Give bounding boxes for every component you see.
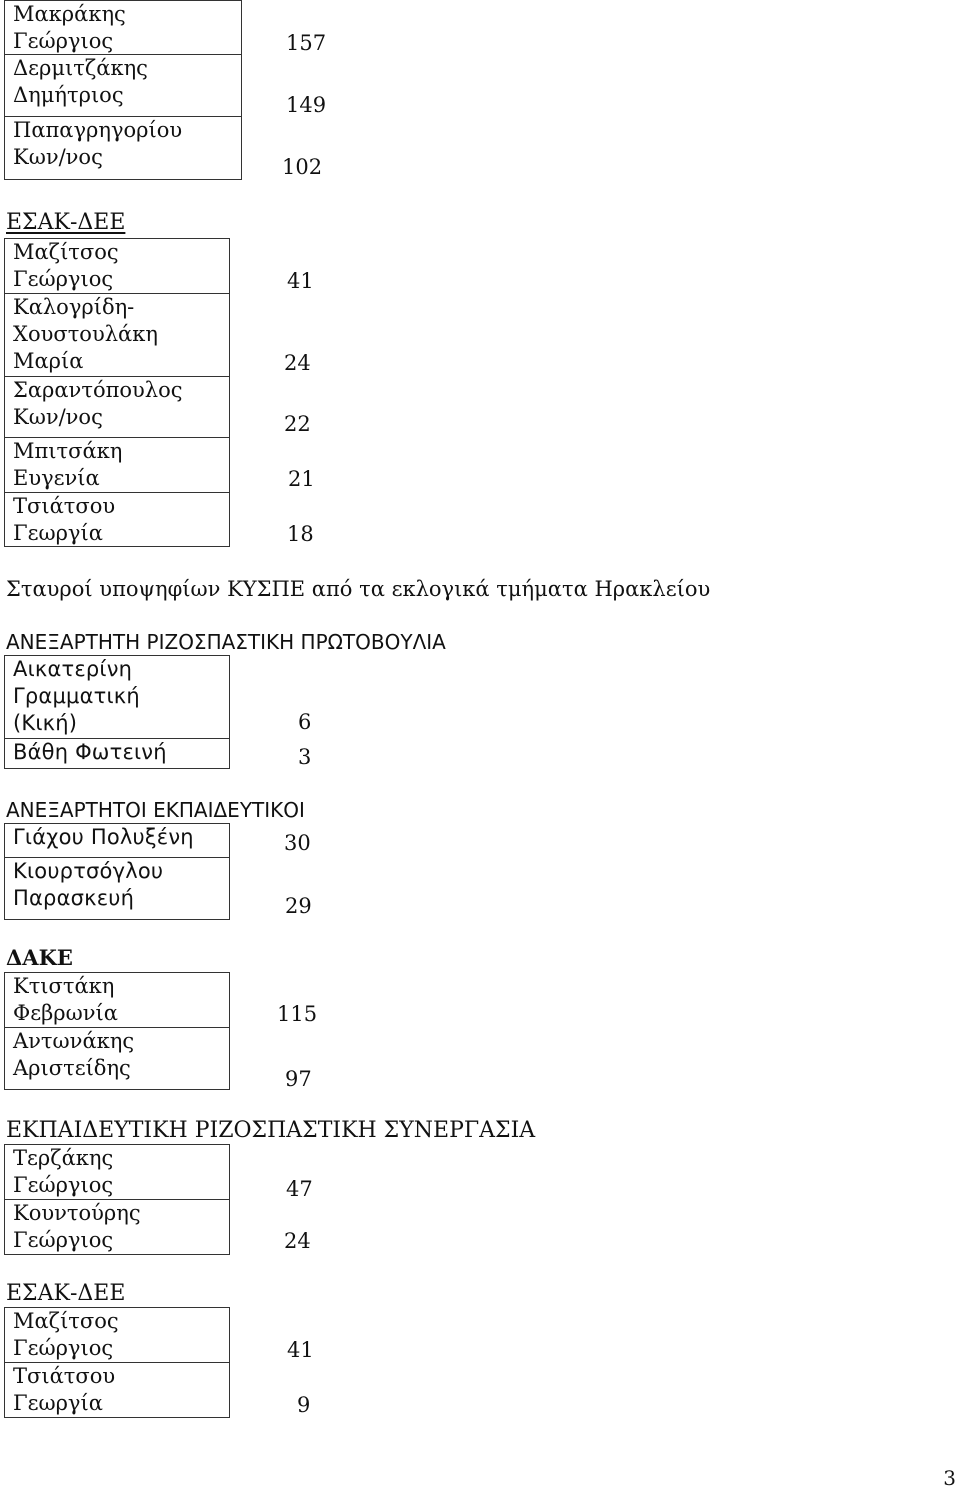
vote-count: 149 <box>286 93 327 117</box>
vote-count: 24 <box>284 1229 311 1253</box>
section-title: ΔΑΚΕ <box>6 945 73 970</box>
candidate-name-cell: Μακράκης Γεώργιος <box>4 0 242 55</box>
candidate-name-cell: Καλογρίδη- Χουστουλάκη Μαρία <box>4 293 230 377</box>
page-number: 3 <box>943 1466 956 1490</box>
candidate-name-cell: Κιουρτσόγλου Παρασκευή <box>4 857 230 920</box>
vote-count: 18 <box>287 522 314 546</box>
candidate-name-cell: Τερζάκης Γεώργιος <box>4 1144 230 1200</box>
vote-count: 21 <box>288 467 315 491</box>
vote-count: 157 <box>286 31 327 55</box>
vote-count: 3 <box>298 745 312 769</box>
section-title: ΕΣΑΚ-ΔΕΕ <box>6 210 126 235</box>
vote-count: 30 <box>284 831 311 855</box>
section-caption: Σταυροί υποψηφίων ΚΥΣΠΕ από τα εκλογικά τμήματα Ηρακλείου <box>6 577 711 601</box>
section-title: ΑΝΕΞΑΡΤΗΤΟΙ ΕΚΠΑΙΔΕΥΤΙΚΟΙ <box>6 798 305 822</box>
vote-count: 24 <box>284 351 311 375</box>
vote-count: 47 <box>286 1177 313 1201</box>
candidate-name-cell: Μαζίτσος Γεώργιος <box>4 238 230 294</box>
vote-count: 115 <box>277 1002 318 1026</box>
candidate-name-cell: Δερμιτζάκης Δημήτριος <box>4 54 242 117</box>
vote-count: 6 <box>298 710 312 734</box>
vote-count: 9 <box>297 1393 311 1417</box>
section-title: ΑΝΕΞΑΡΤΗΤΗ ΡΙΖΟΣΠΑΣΤΙΚΗ ΠΡΩΤΟΒΟΥΛΙΑ <box>6 630 446 654</box>
vote-count: 41 <box>287 269 314 293</box>
candidate-name-cell: Παπαγρηγορίου Κων/νος <box>4 116 242 180</box>
candidate-name-cell: Αντωνάκης Αριστείδης <box>4 1027 230 1090</box>
candidate-name-cell: Μπιτσάκη Ευγενία <box>4 437 230 493</box>
candidate-name-cell: Αικατερίνη Γραμματική (Κική) <box>4 655 230 739</box>
candidate-name-cell: Κτιστάκη Φεβρωνία <box>4 972 230 1028</box>
candidate-name-cell: Μαζίτσος Γεώργιος <box>4 1307 230 1363</box>
vote-count: 22 <box>284 412 311 436</box>
vote-count: 97 <box>285 1067 312 1091</box>
candidate-name-cell: Βάθη Φωτεινή <box>4 738 230 769</box>
candidate-name-cell: Τσιάτσου Γεωργία <box>4 1362 230 1418</box>
vote-count: 102 <box>282 155 323 179</box>
candidate-name-cell: Κουντούρης Γεώργιος <box>4 1199 230 1255</box>
candidate-name-cell: Τσιάτσου Γεωργία <box>4 492 230 547</box>
vote-count: 41 <box>287 1338 314 1362</box>
candidate-name-cell: Γιάχου Πολυξένη <box>4 823 230 858</box>
candidate-name-cell: Σαραντόπουλος Κων/νος <box>4 376 230 438</box>
section-title: ΕΚΠΑΙΔΕΥΤΙΚΗ ΡΙΖΟΣΠΑΣΤΙΚΗ ΣΥΝΕΡΓΑΣΙΑ <box>6 1118 536 1143</box>
vote-count: 29 <box>285 894 312 918</box>
section-title: ΕΣΑΚ-ΔΕΕ <box>6 1281 126 1306</box>
